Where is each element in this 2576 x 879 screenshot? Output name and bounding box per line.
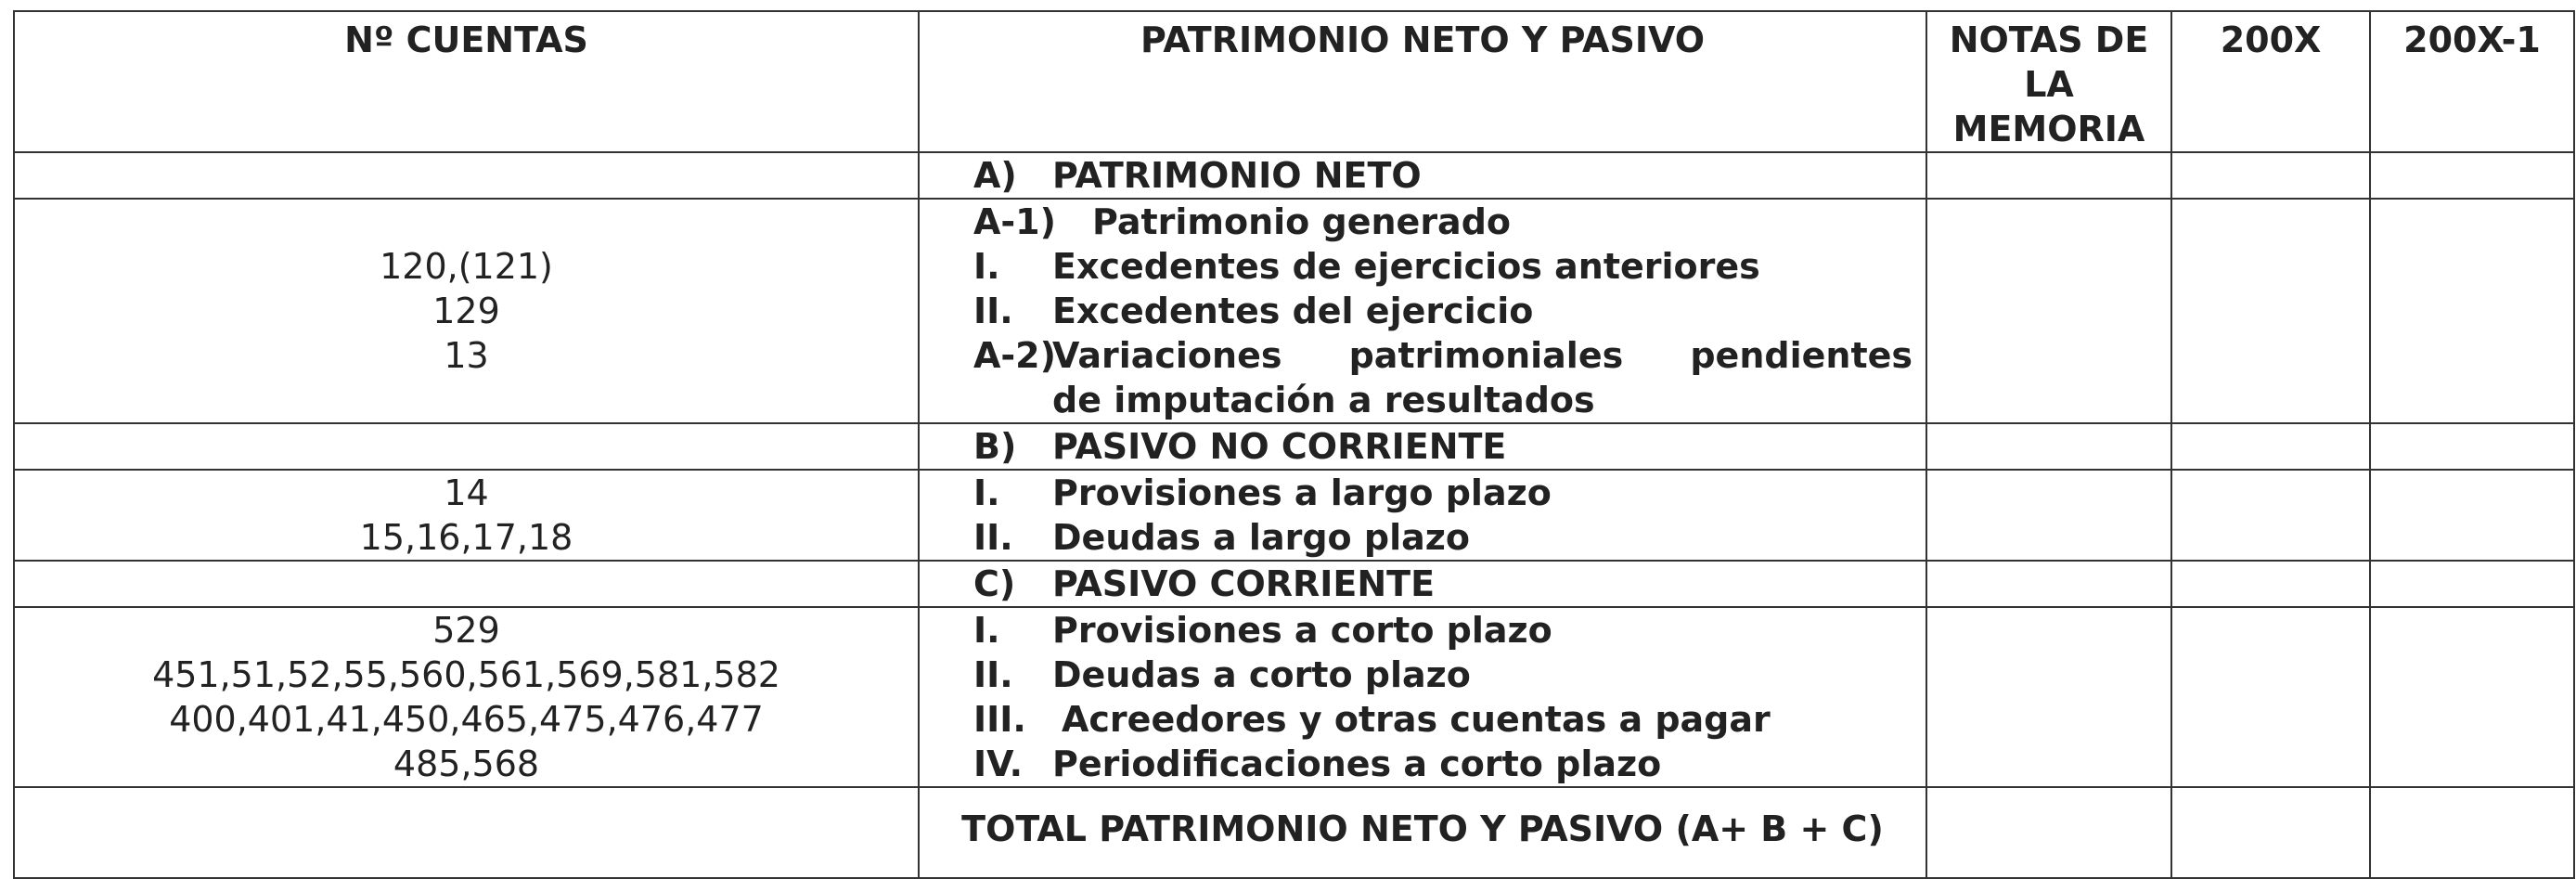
prev-year-cell: [2370, 423, 2574, 470]
prev-year-cell: [2370, 787, 2574, 878]
account-numbers: 485,568: [393, 743, 540, 784]
row-label: Excedentes del ejercicio: [1052, 291, 1534, 331]
row-num: A-2): [973, 335, 1056, 376]
row-label: Provisiones a corto plazo: [1052, 610, 1552, 651]
prev-year-cell: [2370, 152, 2574, 199]
header-row: [14, 11, 2574, 152]
row-label-continuation: de imputación a resultados: [1052, 380, 1595, 420]
year-cell: [2171, 561, 2370, 607]
header-notes-line: NOTAS DE: [1949, 19, 2149, 60]
row-num: I.: [973, 472, 1000, 513]
section-a-title: PATRIMONIO NETO: [1052, 155, 1422, 196]
account-numbers: 129: [432, 291, 500, 331]
accounts-cell: [14, 470, 919, 561]
row-label: Acreedores y otras cuentas a pagar: [1062, 699, 1771, 740]
notes-cell: [1926, 423, 2171, 470]
section-a-rows: [14, 199, 2574, 423]
concept-cell: [919, 561, 1926, 607]
account-numbers: 13: [444, 335, 489, 376]
concept-cell: [919, 199, 1926, 423]
row-num: IV.: [973, 743, 1024, 784]
row-label: Deudas a largo plazo: [1052, 517, 1470, 558]
notes-cell: [1926, 152, 2171, 199]
section-b-title-row: [14, 423, 2574, 470]
account-numbers: 120,(121): [380, 246, 553, 287]
year-cell: [2171, 787, 2370, 878]
concept-cell: [919, 607, 1926, 787]
header-prev-year: 200X-1: [2370, 11, 2574, 152]
row-num: III.: [973, 699, 1026, 740]
concept-cell: [919, 423, 1926, 470]
account-numbers: 529: [432, 610, 500, 651]
year-cell: [2171, 607, 2370, 787]
header-notes: [1926, 11, 2171, 152]
notes-cell: [1926, 470, 2171, 561]
account-numbers: 14: [444, 472, 489, 513]
year-cell: [2171, 199, 2370, 423]
total-row: [14, 787, 2574, 878]
section-c-rows: [14, 607, 2574, 787]
account-numbers: 15,16,17,18: [359, 517, 573, 558]
section-a-num: A): [973, 155, 1017, 196]
row-label: Patrimonio generado: [1092, 201, 1512, 242]
prev-year-cell: [2370, 607, 2574, 787]
section-c-num: C): [973, 563, 1016, 604]
section-c-title-row: [14, 561, 2574, 607]
accounts-cell: [14, 423, 919, 470]
accounts-cell: [14, 561, 919, 607]
year-cell: [2171, 152, 2370, 199]
row-label-word: patrimoniales: [1348, 335, 1624, 376]
section-c-title: PASIVO CORRIENTE: [1052, 563, 1436, 604]
notes-cell: [1926, 561, 2171, 607]
header-notes-line: LA: [2024, 64, 2074, 105]
row-num: I.: [973, 246, 1000, 287]
notes-cell: [1926, 199, 2171, 423]
year-cell: [2171, 470, 2370, 561]
accounts-cell: [14, 199, 919, 423]
account-numbers: 400,401,41,450,465,475,476,477: [169, 699, 764, 740]
row-label: Excedentes de ejercicios anteriores: [1052, 246, 1760, 287]
accounts-cell: [14, 787, 919, 878]
prev-year-cell: [2370, 199, 2574, 423]
section-b-title: PASIVO NO CORRIENTE: [1052, 426, 1507, 467]
row-label-word: pendientes: [1690, 335, 1913, 376]
account-numbers: 451,51,52,55,560,561,569,581,582: [152, 654, 780, 695]
concept-cell: [919, 152, 1926, 199]
header-accounts: Nº CUENTAS: [14, 11, 919, 152]
row-num: I.: [973, 610, 1000, 651]
row-num: II.: [973, 654, 1013, 695]
row-label: Deudas a corto plazo: [1052, 654, 1471, 695]
header-notes-line: MEMORIA: [1952, 109, 2145, 149]
header-year: 200X: [2171, 11, 2370, 152]
notes-cell: [1926, 607, 2171, 787]
row-label-word: Variaciones: [1052, 335, 1282, 376]
row-num: A-1): [973, 201, 1056, 242]
concept-cell: [919, 470, 1926, 561]
prev-year-cell: [2370, 470, 2574, 561]
header-concept: PATRIMONIO NETO Y PASIVO: [919, 11, 1926, 152]
prev-year-cell: [2370, 561, 2574, 607]
total-label: TOTAL PATRIMONIO NETO Y PASIVO (A+ B + C): [961, 808, 1884, 849]
balance-sheet-table: [13, 10, 2575, 879]
row-num: II.: [973, 517, 1013, 558]
accounts-cell: [14, 152, 919, 199]
row-num: II.: [973, 291, 1013, 331]
concept-cell: [919, 787, 1926, 878]
section-b-rows: [14, 470, 2574, 561]
accounts-cell: [14, 607, 919, 787]
section-a-title-row: [14, 152, 2574, 199]
row-label: Provisiones a largo plazo: [1052, 472, 1552, 513]
year-cell: [2171, 423, 2370, 470]
notes-cell: [1926, 787, 2171, 878]
row-label: Periodificaciones a corto plazo: [1052, 743, 1662, 784]
section-b-num: B): [973, 426, 1017, 467]
